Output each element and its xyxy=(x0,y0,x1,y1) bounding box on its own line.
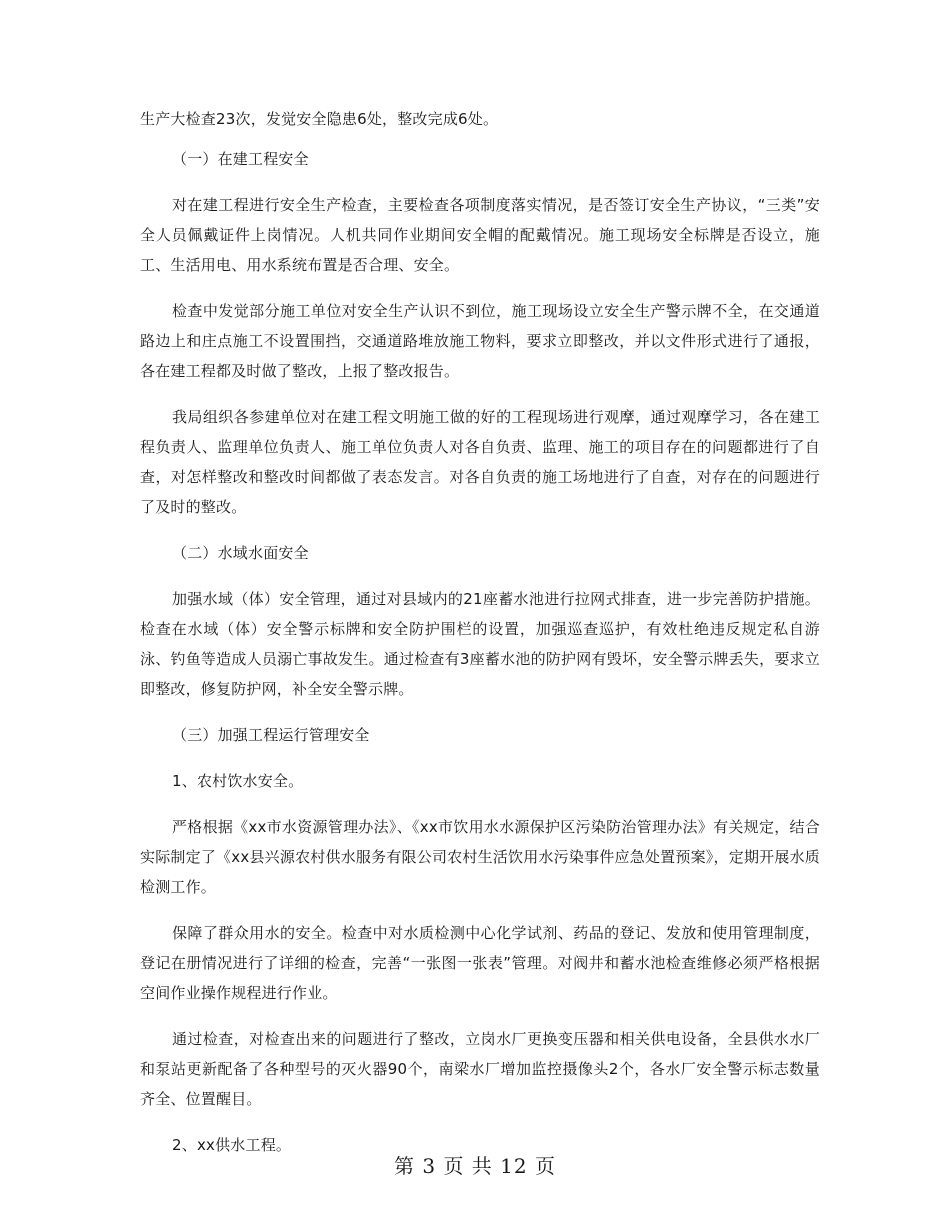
section-heading-operation: （三）加强工程运行管理安全 xyxy=(172,726,370,744)
paragraph: 对在建工程进行安全生产检查，主要检查各项制度落实情况，是否签订安全生产协议，“三类”安全人员佩戴证件上岗情况。人机共同作业期间安全帽的配戴情况。施工现场安全标牌是否设立，施工、生活用电、用水系统布置是否合理、安全。 xyxy=(140,196,820,274)
paragraph-continuation: 生产大检查23次，发觉安全隐患6处，整改完成6处。 xyxy=(140,110,499,128)
paragraph: 保障了群众用水的安全。检查中对水质检测中心化学试剂、药品的登记、发放和使用管理制度，登记在册情况进行了详细的检查，完善“一张图一张表”管理。对阀井和蓄水池检查维修必须严格根据空间作业操作规程进行作业。 xyxy=(140,924,820,1002)
paragraph: 通过检查，对检查出来的问题进行了整改，立岗水厂更换变压器和相关供电设备，全县供水水厂和泵站更新配备了各种型号的灭火器90个，南梁水厂增加监控摄像头2个，各水厂安全警示标志数量齐全、位置醒目。 xyxy=(140,1030,820,1108)
subsection-heading-drinking-water: 1、农村饮水安全。 xyxy=(172,772,304,790)
page-number-footer: 第 3 页 共 12 页 xyxy=(394,1154,556,1178)
paragraph: 加强水域（体）安全管理，通过对县域内的21座蓄水池进行拉网式排查，进一步完善防护措施。检查在水域（体）安全警示标牌和安全防护围栏的设置，加强巡查巡护，有效杜绝违反规定私自游泳、钓鱼等造成人员溺亡事故发生。通过检查有3座蓄水池的防护网有毁坏，安全警示牌丢失，要求立即整改，修复防护网，补全安全警示牌。 xyxy=(140,590,820,698)
subsection-heading-water-supply: 2、xx供水工程。 xyxy=(172,1136,292,1154)
document-body xyxy=(140,104,820,1176)
section-heading-construction: （一）在建工程安全 xyxy=(172,150,309,168)
paragraph: 我局组织各参建单位对在建工程文明施工做的好的工程现场进行观摩，通过观摩学习，各在建工程负责人、监理单位负责人、施工单位负责人对各自负责、监理、施工的项目存在的问题都进行了自查，对怎样整改和整改时间都做了表态发言。对各自负责的施工场地进行了自查，对存在的问题进行了及时的整改。 xyxy=(140,408,820,516)
section-heading-water-area: （二）水域水面安全 xyxy=(172,544,309,562)
paragraph: 检查中发觉部分施工单位对安全生产认识不到位，施工现场设立安全生产警示牌不全，在交通道路边上和庄点施工不设置围挡，交通道路堆放施工物料，要求立即整改，并以文件形式进行了通报，各在建工程都及时做了整改，上报了整改报告。 xyxy=(140,302,820,380)
paragraph: 严格根据《xx市水资源管理办法》、《xx市饮用水水源保护区污染防治管理办法》有关规定，结合实际制定了《xx县兴源农村供水服务有限公司农村生活饮用水污染事件应急处置预案》，定期开展水质检测工作。 xyxy=(140,818,820,896)
